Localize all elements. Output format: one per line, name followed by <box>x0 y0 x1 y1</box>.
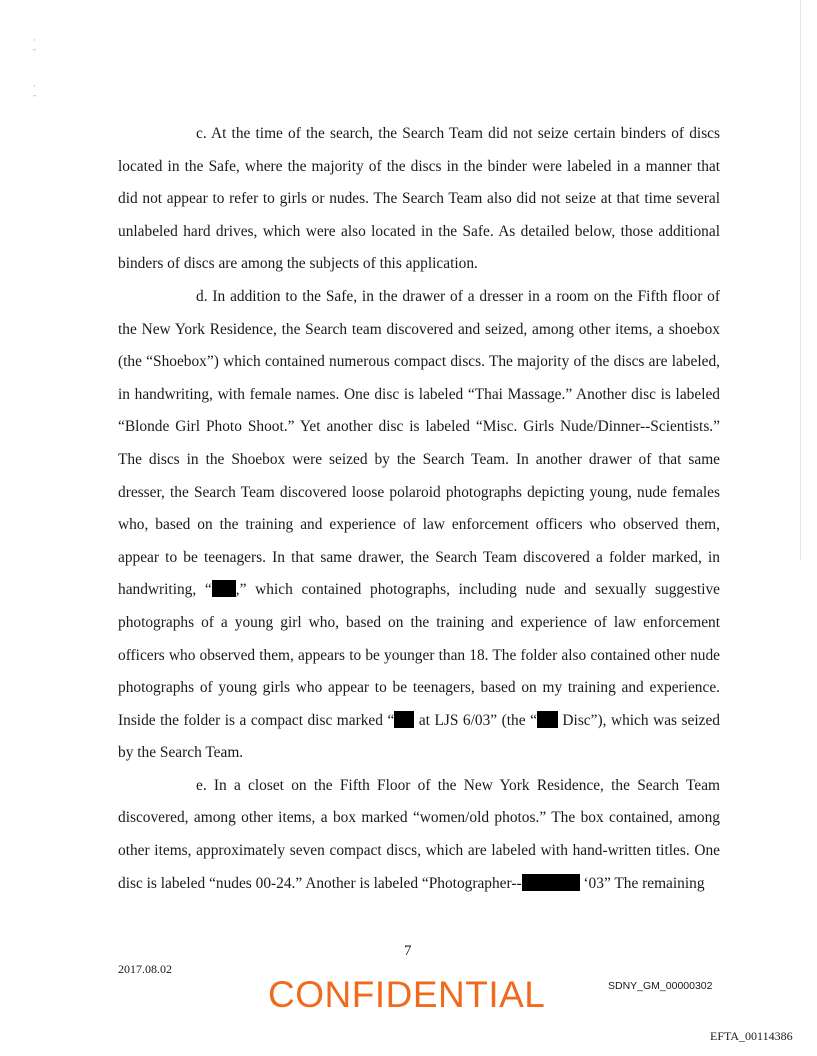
footer-date: 2017.08.02 <box>118 962 172 976</box>
paragraph-d-text-1: d. In addition to the Safe, in the drawer of a dresser in a room on the Fifth floor of the New York Residence, the Search team discovered and seized, among other items, a shoebox (the “Shoebox”) which contained numerous compact discs. The majority of the discs are labeled, in handwriting, with female names. One disc is labeled “Thai Massage.” Another disc is labeled “Blonde Girl Photo Shoot.” Yet another disc is labeled “Misc. Girls Nude/Dinner--Scientists.” The discs in the Shoebox were seized by the Search Team. In another drawer of that same dresser, the Search Team discovered loose polaroid photographs depicting young, nude females who, based on the training and experience of law enforcement officers who observed them, appear to be teenagers. In that same drawer, the Search Team discovered a folder marked, in handwriting, “ <box>118 287 720 599</box>
paragraph-e-text-2: ‘03” The remaining <box>579 874 705 892</box>
paragraph-d <box>118 281 720 770</box>
paragraph-d-text-3: at LJS 6/03” (the “ <box>414 711 537 729</box>
scan-artifact-mark: · - <box>33 35 36 54</box>
paragraph-d-text-4: Disc”), which was seized by the Search Team. <box>118 711 720 762</box>
scan-edge-line <box>800 0 801 560</box>
document-body <box>118 118 720 900</box>
paragraph-e-text-1: e. In a closet on the Fifth Floor of the New York Residence, the Search Team discovered, among other items, a box marked “women/old photos.” The box contained, among other items, approximately seven compact discs, which are labeled with hand-written titles. One disc is labeled “nudes 00-24.” Another is labeled “Photographer-- <box>118 776 720 892</box>
page-number: 7 <box>404 943 412 959</box>
redaction-box <box>394 711 414 728</box>
paragraph-e <box>118 770 720 900</box>
confidential-stamp: CONFIDENTIAL <box>268 974 546 1015</box>
paragraph-c: c. At the time of the search, the Search Team did not seize certain binders of discs located in the Safe, where the majority of the discs in the binder were labeled in a manner that did not appear to refer to girls or nudes. The Search Team also did not seize at that time several unlabeled hard drives, which were also located in the Safe. As detailed below, those additional binders of discs are among the subjects of this application. <box>118 125 720 273</box>
bates-number: SDNY_GM_00000302 <box>608 980 713 992</box>
redaction-box <box>522 874 580 891</box>
redaction-box <box>537 711 558 728</box>
redaction-box <box>212 580 236 597</box>
scan-artifact-mark: · - <box>33 81 36 100</box>
paragraph-d-text-2: ,” which contained photographs, including nude and sexually suggestive photographs of a young girl who, based on the training and experience of law enforcement officers who observed them, appears to be younger than 18. The folder also contained other nude photographs of young girls who appear to be teenagers, based on my training and experience. Inside the folder is a compact disc marked “ <box>118 581 721 729</box>
efta-number: EFTA_00114386 <box>710 1029 793 1043</box>
